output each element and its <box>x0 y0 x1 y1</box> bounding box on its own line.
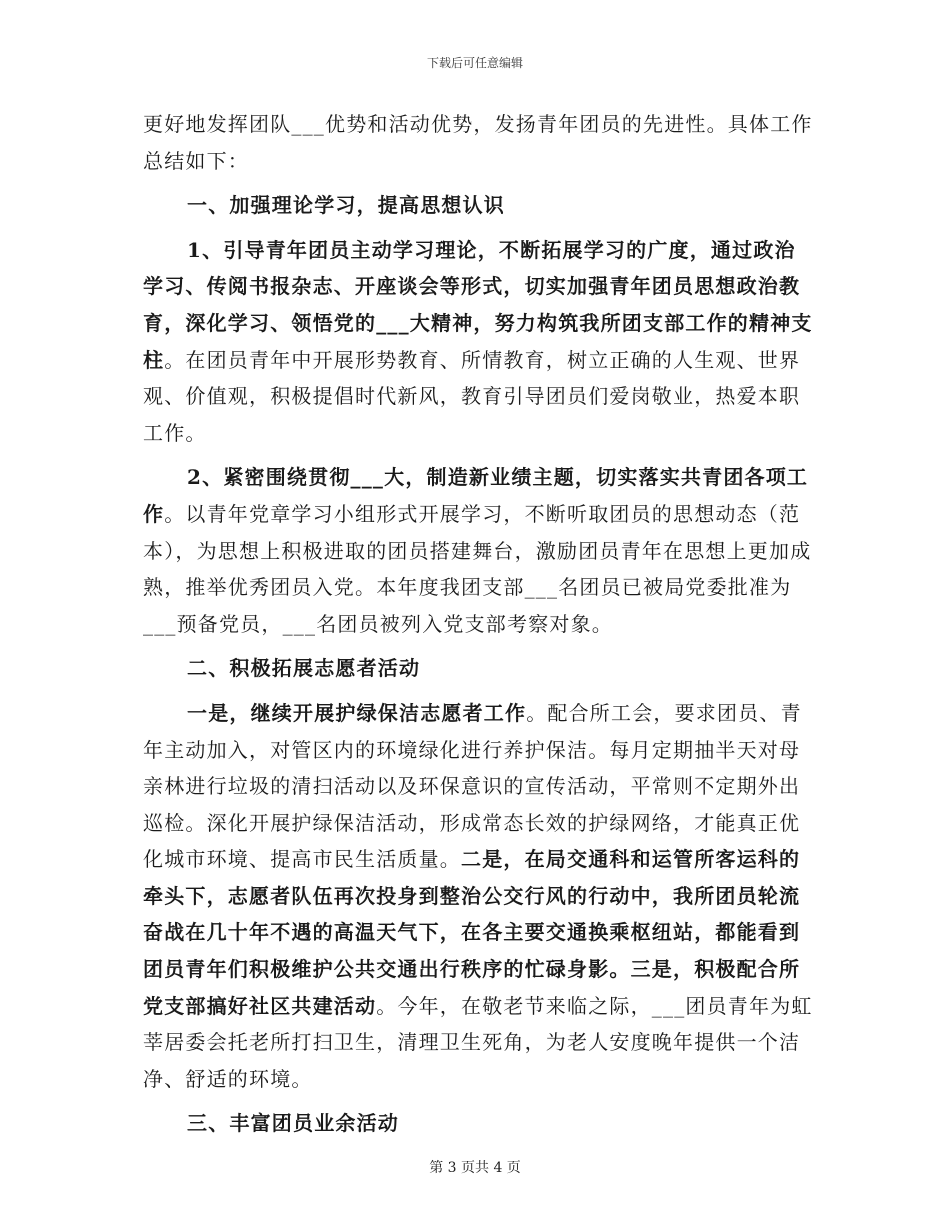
section-2-heading: 二、积极拓展志愿者活动 <box>187 656 421 681</box>
section-2-paragraph <box>143 695 813 1098</box>
section-3-heading: 三、丰富团员业余活动 <box>187 1111 399 1136</box>
document-body <box>143 106 813 1142</box>
section-1-item-2 <box>143 459 813 642</box>
item-2-text: 。以青年党章学习小组形式开展学习，不断听取团员的思想动态（范本），为思想上积极进取的团员搭建舞台，激励团员青年在思想上更加成熟，推举优秀团员入党。本年度我团支部___名团员已被局党委批准为___预备党员，___名团员被列入党支部考察对象。 <box>143 501 812 636</box>
part-2-lead: 二是，在局交通科和运管所客运科的牵头下，志愿者队伍再次投身到整治公交行风的行动中，我所团员轮流奋战在几十年不遇的高温天气下，在各主要交通换乘枢纽站，都能看到团员青年们积极维护公共交通出行秩序的忙碌身影。三是，积极配合所党支部搞好社区共建活动 <box>143 847 801 1018</box>
item-1-lead: 1、引导青年团员主动学习理论，不断拓展学习的广度，通过政治学习、传阅书报杂志、开座谈会等形式，切实加强青年团员思想政治教育，深化学习、领悟党的___大精神，努力构筑我所团支部工作的精神支柱 <box>143 237 813 372</box>
intro-paragraph: 更好地发挥团队___优势和活动优势，发扬青年团员的先进性。具体工作总结如下： <box>143 112 813 173</box>
part-1-lead: 一是，继续开展护绿保洁志愿者工作 <box>187 700 527 725</box>
part-2-text: 。今年，在敬老节来临之际，___团员青年为虹莘居委会托老所打扫卫生，清理卫生死角，为老人安度晚年提供一个洁净、舒适的环境。 <box>143 993 813 1091</box>
item-2-lead: 2、紧密围绕贯彻___大，制造新业绩主题，切实落实共青团各项工作 <box>143 465 809 526</box>
page-header: 下载后可任意编辑 <box>426 56 523 70</box>
page-footer: 第 3 页共 4 页 <box>429 1160 521 1176</box>
item-1-text: 。在团员青年中开展形势教育、所情教育，树立正确的人生观、世界观、价值观，积极提倡时代新风，教育引导团员们爱岗敬业，热爱本职工作。 <box>143 347 801 445</box>
section-1-item-1 <box>143 232 813 452</box>
part-1-text: 。配合所工会，要求团员、青年主动加入，对管区内的环境绿化进行养护保洁。每月定期抽半天对母亲林进行垃圾的清扫活动以及环保意识的宣传活动，平常则不定期外出巡检。深化开展护绿保洁活动，形成常态长效的护绿网络，才能真正优化城市环境、提高市民生活质量。 <box>143 700 802 872</box>
section-1-heading: 一、加强理论学习，提高思想认识 <box>187 193 505 218</box>
